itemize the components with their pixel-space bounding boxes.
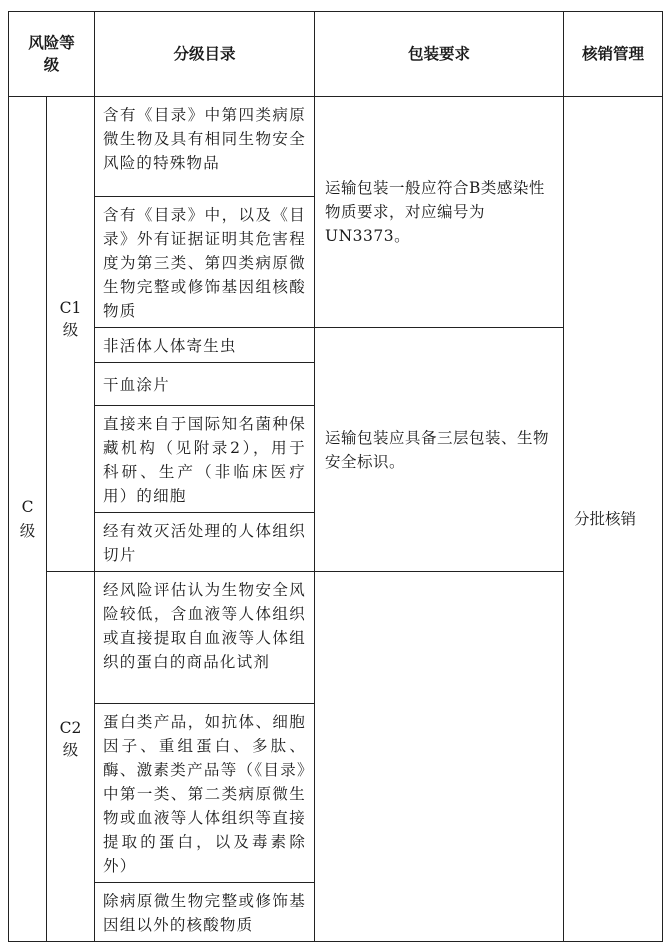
table-row xyxy=(9,97,663,197)
level-c-cell xyxy=(9,97,47,942)
packaging-req-1: 运输包装一般应符合B类感染性物质要求，对应编号为UN3373。 xyxy=(315,97,564,328)
header-packaging: 包装要求 xyxy=(315,12,564,97)
catalog-item: 除病原微生物完整或修饰基因组以外的核酸物质 xyxy=(95,883,315,942)
classification-table xyxy=(8,11,663,942)
header-risk-level: 风险等级 xyxy=(9,12,95,97)
catalog-item: 干血涂片 xyxy=(95,363,315,406)
packaging-req-2: 运输包装应具备三层包装、生物安全标识。 xyxy=(315,328,564,572)
catalog-item: 含有《目录》中，以及《目录》外有证据证明其危害程度为第三类、第四类病原微生物完整或修饰基因组核酸物质 xyxy=(95,197,315,328)
level-c-label: C级 xyxy=(19,498,36,540)
catalog-item: 直接来自于国际知名菌种保藏机构（见附录2），用于科研、生产（非临床医疗用）的细胞 xyxy=(95,406,315,513)
catalog-item: 含有《目录》中第四类病原微生物及具有相同生物安全风险的特殊物品 xyxy=(95,97,315,197)
c1-label: C1级 xyxy=(59,299,82,339)
packaging-req-3 xyxy=(315,572,564,942)
c2-cell xyxy=(47,572,95,942)
c1-cell xyxy=(47,97,95,572)
header-management: 核销管理 xyxy=(564,12,663,97)
c2-label: C2级 xyxy=(59,719,82,759)
header-row xyxy=(9,12,663,97)
catalog-item: 非活体人体寄生虫 xyxy=(95,328,315,363)
catalog-item: 经有效灭活处理的人体组织切片 xyxy=(95,513,315,572)
header-catalog: 分级目录 xyxy=(95,12,315,97)
catalog-item: 经风险评估认为生物安全风险较低，含血液等人体组织或直接提取自血液等人体组织的蛋白的商品化试剂 xyxy=(95,572,315,704)
catalog-item: 蛋白类产品，如抗体、细胞因子、重组蛋白、多肽、酶、激素类产品等（《目录》中第一类、第二类病原微生物或血液等人体组织等直接提取的蛋白，以及毒素除外） xyxy=(95,704,315,883)
management-cell: 分批核销 xyxy=(564,97,663,942)
